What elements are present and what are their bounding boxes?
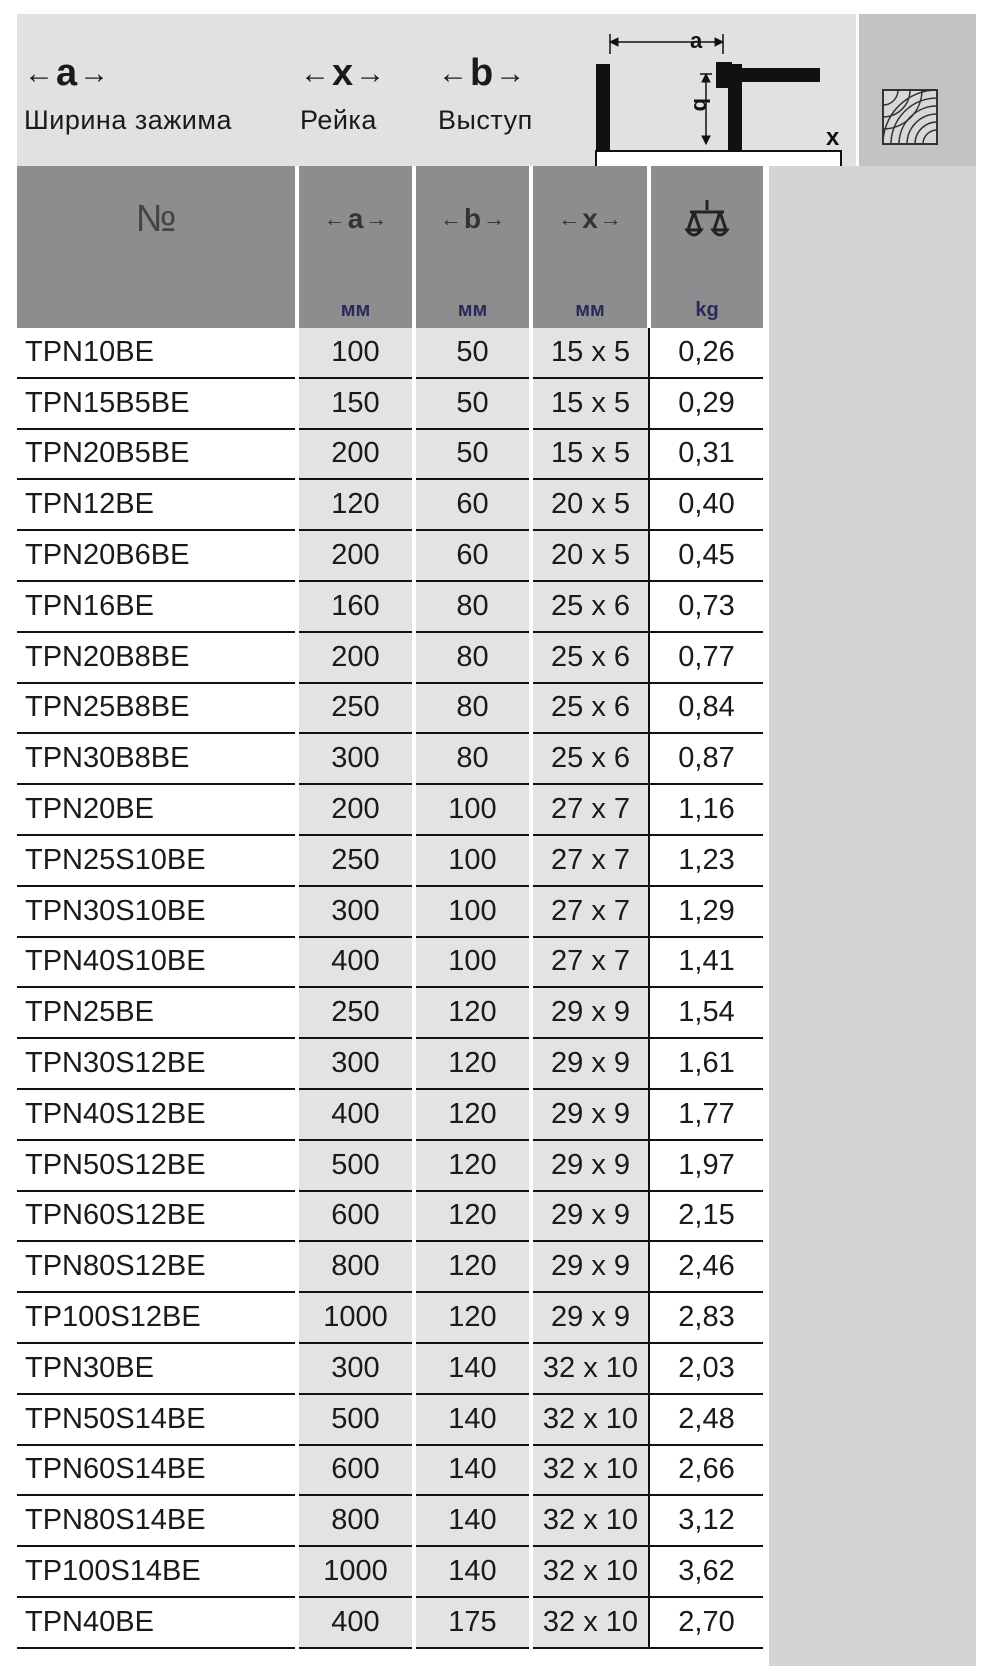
cell-a: 400	[297, 1089, 414, 1140]
table-row	[17, 581, 763, 632]
cell-x: 27 x 7	[531, 784, 649, 835]
cell-code: TPN50S12BE	[17, 1140, 297, 1191]
cell-b: 100	[414, 886, 531, 937]
cell-b: 140	[414, 1343, 531, 1394]
cell-x: 25 x 6	[531, 581, 649, 632]
cell-x: 15 x 5	[531, 429, 649, 480]
table-row	[17, 1191, 763, 1242]
cell-weight: 1,16	[649, 784, 763, 835]
cell-a: 200	[297, 784, 414, 835]
legend-x-caption: Рейка	[300, 105, 377, 135]
cell-b: 50	[414, 429, 531, 480]
cell-x: 27 x 7	[531, 937, 649, 988]
cell-x: 20 x 5	[531, 530, 649, 581]
table-row	[17, 886, 763, 937]
table-row	[17, 835, 763, 886]
cell-a: 600	[297, 1191, 414, 1242]
cell-a: 400	[297, 937, 414, 988]
unit-num	[17, 272, 297, 328]
cell-code: TPN20B5BE	[17, 429, 297, 480]
cell-code: TPN25B8BE	[17, 683, 297, 734]
cell-b: 50	[414, 328, 531, 378]
rail	[596, 151, 841, 166]
cell-a: 600	[297, 1445, 414, 1496]
cell-weight: 0,40	[649, 479, 763, 530]
table-row	[17, 632, 763, 683]
cell-code: TPN40BE	[17, 1597, 297, 1648]
cell-a: 300	[297, 1038, 414, 1089]
cell-x: 32 x 10	[531, 1445, 649, 1496]
cell-weight: 1,29	[649, 886, 763, 937]
header-b: ← b →	[414, 166, 531, 272]
cell-x: 25 x 6	[531, 632, 649, 683]
table-row	[17, 479, 763, 530]
cell-code: TP100S12BE	[17, 1292, 297, 1343]
cell-x: 29 x 9	[531, 1089, 649, 1140]
cell-code: TPN40S10BE	[17, 937, 297, 988]
table-row	[17, 987, 763, 1038]
cell-b: 100	[414, 835, 531, 886]
cell-x: 25 x 6	[531, 683, 649, 734]
cell-a: 300	[297, 1343, 414, 1394]
dim-b-label: b	[689, 98, 714, 112]
wood-grain-icon	[882, 89, 938, 145]
clamp-diagram	[588, 14, 858, 166]
cell-x: 29 x 9	[531, 1292, 649, 1343]
cell-weight: 1,77	[649, 1089, 763, 1140]
cell-code: TPN30S12BE	[17, 1038, 297, 1089]
cell-b: 175	[414, 1597, 531, 1648]
cell-weight: 0,26	[649, 328, 763, 378]
cell-b: 120	[414, 1089, 531, 1140]
cell-code: TPN30S10BE	[17, 886, 297, 937]
cell-weight: 2,66	[649, 1445, 763, 1496]
cell-b: 100	[414, 784, 531, 835]
cell-a: 1000	[297, 1546, 414, 1597]
table-row	[17, 328, 763, 378]
cell-b: 140	[414, 1394, 531, 1445]
cell-weight: 0,31	[649, 429, 763, 480]
table-row	[17, 1445, 763, 1496]
legend-x: ← x → Рейка	[300, 52, 386, 135]
table-row	[17, 1089, 763, 1140]
cell-a: 1000	[297, 1292, 414, 1343]
cell-x: 20 x 5	[531, 479, 649, 530]
table-row	[17, 1597, 763, 1648]
cell-b: 140	[414, 1445, 531, 1496]
table-row	[17, 1546, 763, 1597]
cell-a: 800	[297, 1495, 414, 1546]
cell-x: 32 x 10	[531, 1343, 649, 1394]
cell-code: TPN25BE	[17, 987, 297, 1038]
cell-weight: 1,41	[649, 937, 763, 988]
legend-b-letter: b	[470, 52, 494, 94]
cell-b: 120	[414, 987, 531, 1038]
cell-b: 50	[414, 378, 531, 429]
cell-weight: 3,12	[649, 1495, 763, 1546]
cell-a: 250	[297, 683, 414, 734]
table-row	[17, 530, 763, 581]
legend-a-caption: Ширина зажима	[24, 105, 232, 135]
cell-x: 29 x 9	[531, 1140, 649, 1191]
header-a: ← a →	[297, 166, 414, 272]
cell-a: 800	[297, 1241, 414, 1292]
cell-a: 200	[297, 530, 414, 581]
cell-a: 150	[297, 378, 414, 429]
cell-code: TPN20B8BE	[17, 632, 297, 683]
cell-x: 29 x 9	[531, 987, 649, 1038]
cell-code: TPN80S12BE	[17, 1241, 297, 1292]
cell-weight: 1,54	[649, 987, 763, 1038]
cell-b: 120	[414, 1191, 531, 1242]
unit-b: мм	[414, 272, 531, 328]
side-strip	[769, 166, 976, 1666]
cell-weight: 0,87	[649, 733, 763, 784]
cell-a: 120	[297, 479, 414, 530]
table-row	[17, 1343, 763, 1394]
handle	[728, 68, 820, 82]
cell-x: 29 x 9	[531, 1191, 649, 1242]
cell-a: 500	[297, 1394, 414, 1445]
cell-weight: 1,23	[649, 835, 763, 886]
scale-icon	[684, 196, 730, 242]
cell-code: TPN20BE	[17, 784, 297, 835]
cell-x: 32 x 10	[531, 1597, 649, 1648]
cell-a: 160	[297, 581, 414, 632]
cell-b: 60	[414, 530, 531, 581]
cell-x: 29 x 9	[531, 1241, 649, 1292]
cell-b: 80	[414, 733, 531, 784]
cell-a: 300	[297, 886, 414, 937]
cell-x: 15 x 5	[531, 378, 649, 429]
table-row	[17, 1292, 763, 1343]
cell-x: 27 x 7	[531, 886, 649, 937]
header-x: ← x →	[531, 166, 649, 272]
cell-b: 120	[414, 1292, 531, 1343]
unit-x: мм	[531, 272, 649, 328]
dim-a-label: a	[690, 28, 703, 53]
cell-weight: 2,70	[649, 1597, 763, 1648]
cell-code: TPN50S14BE	[17, 1394, 297, 1445]
cell-x: 32 x 10	[531, 1546, 649, 1597]
cell-b: 120	[414, 1038, 531, 1089]
cell-x: 25 x 6	[531, 733, 649, 784]
table-row	[17, 683, 763, 734]
cell-weight: 2,03	[649, 1343, 763, 1394]
cell-code: TPN30B8BE	[17, 733, 297, 784]
cell-x: 29 x 9	[531, 1038, 649, 1089]
cell-code: TPN12BE	[17, 479, 297, 530]
cell-b: 80	[414, 632, 531, 683]
table-row	[17, 1140, 763, 1191]
cell-weight: 2,15	[649, 1191, 763, 1242]
legend-b: ← b → Выступ	[438, 52, 533, 135]
cell-code: TPN10BE	[17, 328, 297, 378]
unit-a: мм	[297, 272, 414, 328]
cell-weight: 2,48	[649, 1394, 763, 1445]
table-row	[17, 733, 763, 784]
table-row	[17, 1495, 763, 1546]
cell-b: 140	[414, 1546, 531, 1597]
cell-weight: 0,73	[649, 581, 763, 632]
table-row	[17, 429, 763, 480]
cell-a: 500	[297, 1140, 414, 1191]
table-row	[17, 784, 763, 835]
cell-weight: 1,97	[649, 1140, 763, 1191]
cell-code: TPN80S14BE	[17, 1495, 297, 1546]
cell-code: TPN25S10BE	[17, 835, 297, 886]
cell-b: 140	[414, 1495, 531, 1546]
cell-code: TPN30BE	[17, 1343, 297, 1394]
cell-weight: 2,46	[649, 1241, 763, 1292]
legend-a-letter: a	[56, 52, 78, 94]
cell-weight: 0,45	[649, 530, 763, 581]
legend-x-letter: x	[332, 52, 354, 94]
cell-a: 400	[297, 1597, 414, 1648]
table-row	[17, 937, 763, 988]
cell-a: 100	[297, 328, 414, 378]
header-num: №	[17, 166, 297, 272]
cell-a: 300	[297, 733, 414, 784]
cell-weight: 0,29	[649, 378, 763, 429]
table-row	[17, 378, 763, 429]
cell-x: 32 x 10	[531, 1394, 649, 1445]
cell-x: 32 x 10	[531, 1495, 649, 1546]
cell-code: TPN16BE	[17, 581, 297, 632]
cell-code: TPN40S12BE	[17, 1089, 297, 1140]
cell-weight: 0,77	[649, 632, 763, 683]
cell-code: TPN60S12BE	[17, 1191, 297, 1242]
cell-b: 120	[414, 1241, 531, 1292]
legend-a: ← a → Ширина зажима	[24, 52, 232, 135]
table-row	[17, 1241, 763, 1292]
cell-b: 80	[414, 581, 531, 632]
cell-weight: 0,84	[649, 683, 763, 734]
cell-code: TPN60S14BE	[17, 1445, 297, 1496]
cell-a: 200	[297, 429, 414, 480]
unit-weight: kg	[649, 272, 763, 328]
header-weight	[649, 166, 763, 272]
cell-b: 60	[414, 479, 531, 530]
dim-x-label: x	[826, 124, 840, 151]
cell-x: 15 x 5	[531, 328, 649, 378]
product-table	[17, 166, 763, 1649]
cell-code: TP100S14BE	[17, 1546, 297, 1597]
cell-weight: 3,62	[649, 1546, 763, 1597]
cell-b: 80	[414, 683, 531, 734]
cell-a: 250	[297, 987, 414, 1038]
cell-weight: 2,83	[649, 1292, 763, 1343]
cell-b: 120	[414, 1140, 531, 1191]
cell-code: TPN15B5BE	[17, 378, 297, 429]
cell-weight: 1,61	[649, 1038, 763, 1089]
cell-code: TPN20B6BE	[17, 530, 297, 581]
table-row	[17, 1038, 763, 1089]
cell-b: 100	[414, 937, 531, 988]
cell-x: 27 x 7	[531, 835, 649, 886]
cell-a: 200	[297, 632, 414, 683]
cell-a: 250	[297, 835, 414, 886]
legend-b-caption: Выступ	[438, 105, 533, 135]
table-row	[17, 1394, 763, 1445]
